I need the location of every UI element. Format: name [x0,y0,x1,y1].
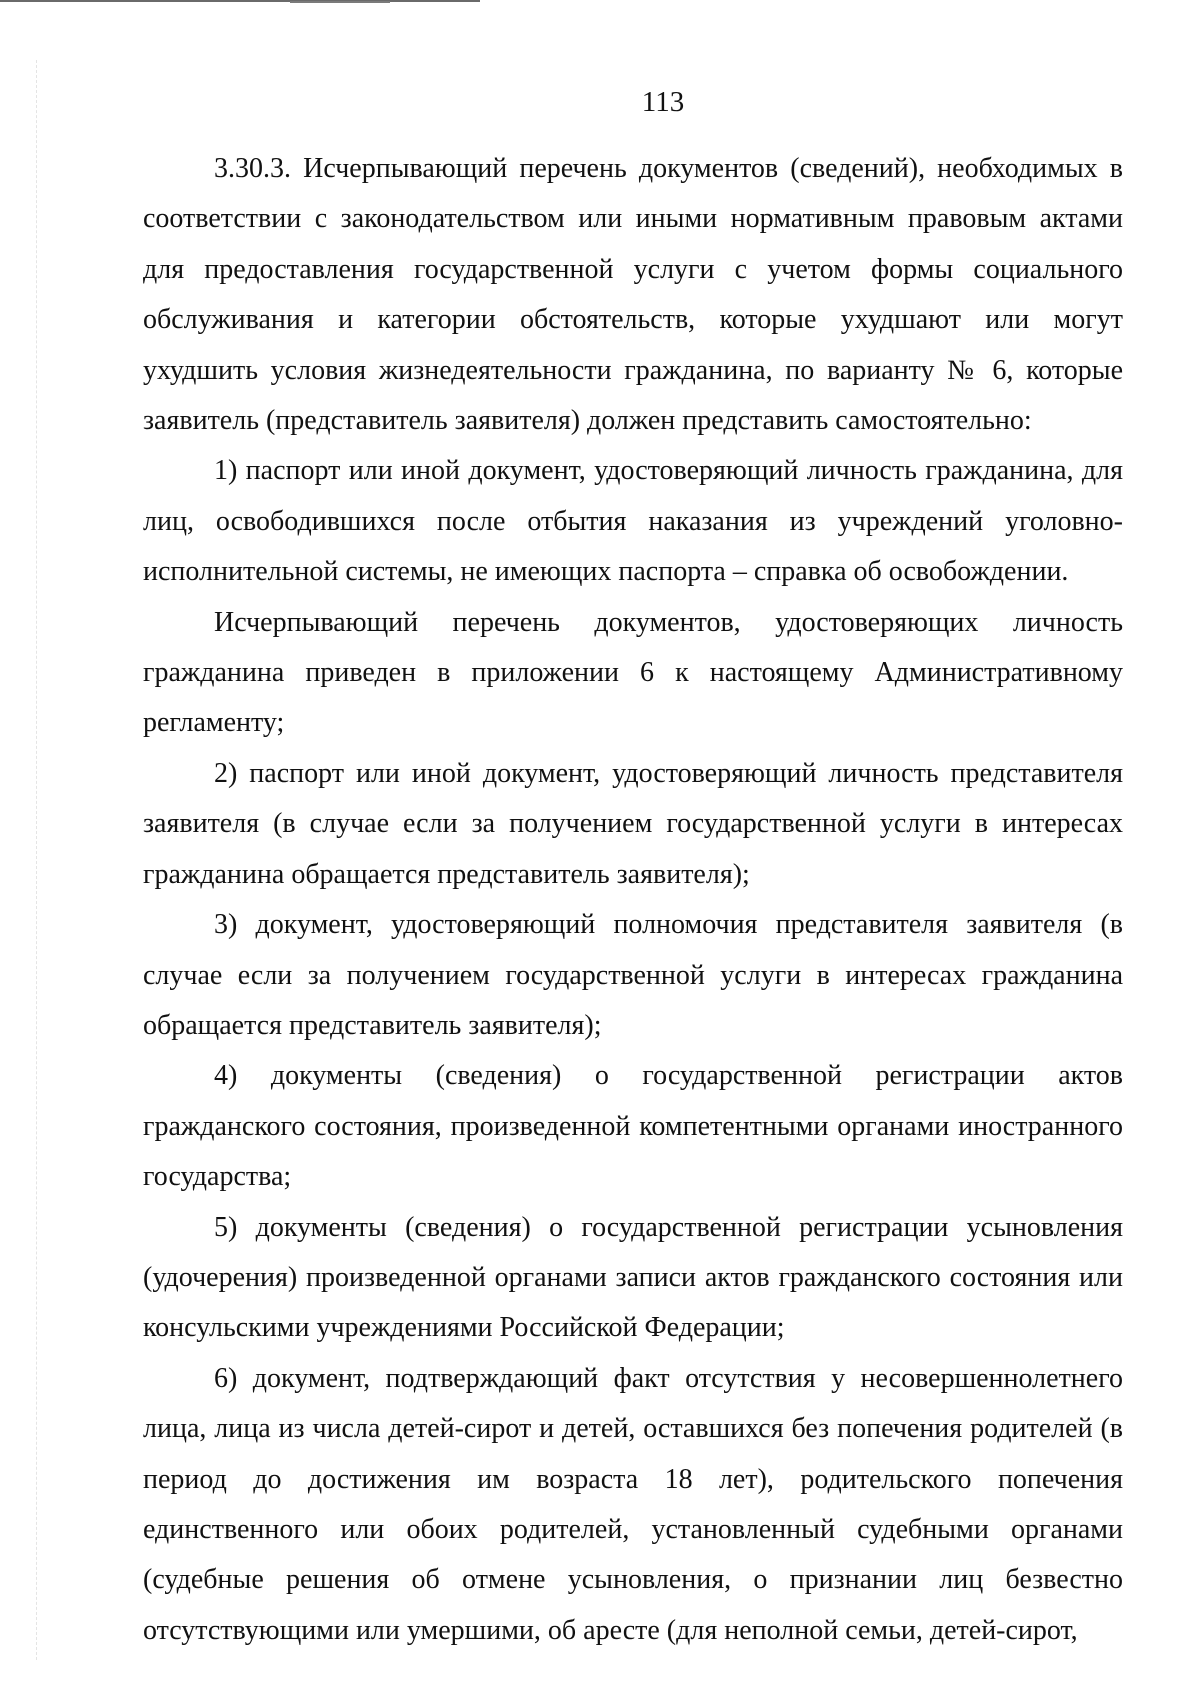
scan-left-edge-shadow [36,60,37,1660]
list-item-1: 1) паспорт или иной документ, удостоверяющий личность гражданина, для лиц, освободившихся после отбытия наказания из учреждений уголовно-исполнительной системы, не имеющих паспорта – справка об освобождении. [143,455,1123,588]
document-page [143,78,1123,1656]
paragraph-identity-documents: Исчерпывающий перечень документов, удостоверяющих личность гражданина приведен в приложении 6 к настоящему Административному регламенту; [143,606,1123,739]
scan-top-edge-line [0,0,480,2]
list-item-3: 3) документ, удостоверяющий полномочия представителя заявителя (в случае если за получением государственной услуги в интересах гражданина обращается представитель заявителя); [143,909,1123,1041]
list-item-4: 4) документы (сведения) о государственной регистрации актов гражданского состояния, произведенной компетентными органами иностранного государства; [143,1060,1123,1193]
list-item-5: 5) документы (сведения) о государственной регистрации усыновления (удочерения) произведенной органами записи актов гражданского состояния или консульскими учреждениями Российской Федерации; [143,1211,1123,1344]
paragraph-3-30-3: 3.30.3. Исчерпывающий перечень документов (сведений), необходимых в соответствии с законодательством или иными нормативным правовым актами для предоставления государственной услуги с учетом формы социального обслуживания и категории обстоятельств, которые ухудшают или могут ухудшить условия жизнедеятельности гражданина, по варианту № 6, которые заявитель (представитель заявителя) должен представить самостоятельно: [143,153,1123,437]
scan-top-edge-line [290,1,390,3]
page-number: 113 [641,86,685,118]
list-item-2: 2) паспорт или иной документ, удостоверяющий личность представителя заявителя (в случае если за получением государственной услуги в интересах гражданина обращается представитель заявителя); [143,757,1123,890]
list-item-6: 6) документ, подтверждающий факт отсутствия у несовершеннолетнего лица, лица из числа детей-сирот и детей, оставшихся без попечения родителей (в период до достижения им возраста 18 лет), родительского попечения единственного или обоих родителей, установленный судебными органами (судебные решения об отмене усыновления, о признании лиц безвестно отсутствующими или умершими, об аресте (для неполной семьи, детей-сирот, [143,1362,1123,1646]
